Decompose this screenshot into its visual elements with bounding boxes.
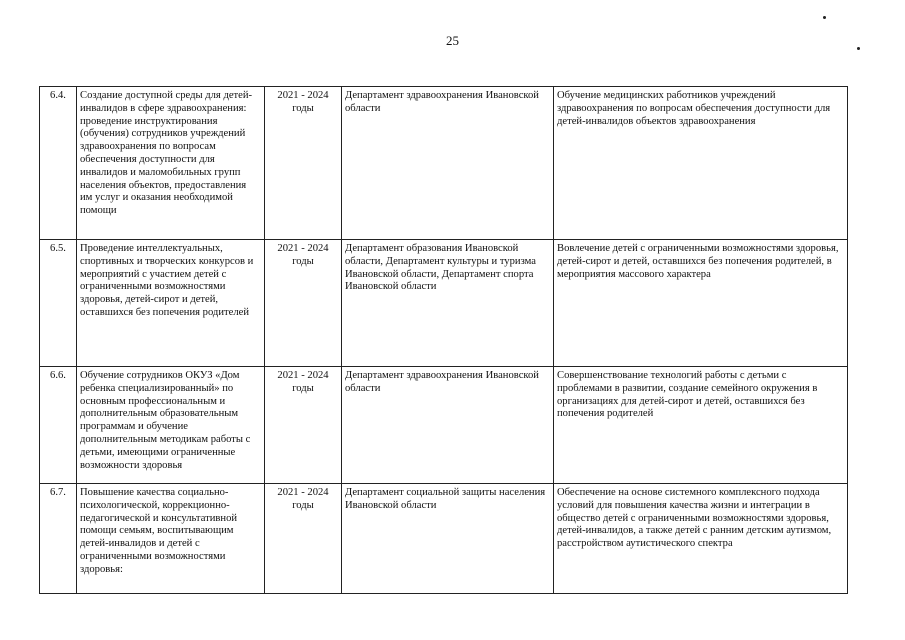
period-unit: годы xyxy=(292,102,314,114)
period-unit: годы xyxy=(292,499,314,511)
period-cell xyxy=(265,240,342,367)
table-row xyxy=(40,240,848,367)
executor-text: Департамент здравоохранения Ивановской области xyxy=(342,367,554,484)
period-unit: годы xyxy=(292,255,314,267)
period-years: 2021 - 2024 xyxy=(277,243,329,254)
page-number: 25 xyxy=(446,33,459,48)
row-number: 6.4. xyxy=(40,87,77,240)
period-cell xyxy=(265,87,342,240)
result-text: Обеспечение на основе системного комплексного подхода условий для повышения качества жизни и интеграции в общество детей с ограниченными возможностями здоровья, детей-инвалидов, а также детей с ранним детским аутизмом, расстройством аутистического спектра xyxy=(554,484,848,594)
scan-speck xyxy=(857,47,860,50)
table-row xyxy=(40,367,848,484)
period-unit: годы xyxy=(292,382,314,394)
result-text: Обучение медицинских работников учреждений здравоохранения по вопросам обеспечения доступности для детей-инвалидов объектов здравоохранения xyxy=(554,87,848,240)
result-text: Вовлечение детей с ограниченными возможностями здоровья, детей-сирот и детей, оставшихся без попечения родителей, в мероприятия массового характера xyxy=(554,240,848,367)
period-cell xyxy=(265,367,342,484)
row-number: 6.7. xyxy=(40,484,77,594)
table-row xyxy=(40,87,848,240)
measure-text: Создание доступной среды для детей-инвалидов в сфере здравоохранения: проведение инструктирования (обучения) сотрудников учреждений здравоохранения по вопросам обеспечения доступности для инвалидов и маломобильных групп населения объектов, предоставления им услуг и оказания необходимой помощи xyxy=(77,87,265,240)
result-text: Совершенствование технологий работы с детьми с проблемами в развитии, создание семейного окружения в организациях для детей-сирот и детей, оставшихся без попечения родителей xyxy=(554,367,848,484)
period-years: 2021 - 2024 xyxy=(277,90,329,101)
period-years: 2021 - 2024 xyxy=(277,370,329,381)
row-number: 6.6. xyxy=(40,367,77,484)
period-years: 2021 - 2024 xyxy=(277,487,329,498)
executor-text: Департамент образования Ивановской области, Департамент культуры и туризма Ивановской области, Департамент спорта Ивановской области xyxy=(342,240,554,367)
measure-text: Повышение качества социально-психологической, коррекционно-педагогической и консультативной помощи семьям, воспитывающим детей-инвалидов и детей с ограниченными возможностями здоровья: xyxy=(77,484,265,594)
table-row xyxy=(40,484,848,594)
measure-text: Обучение сотрудников ОКУЗ «Дом ребенка специализированный» по основным профессиональным и дополнительным образовательным программам и обучение дополнительным методикам работы с детьми, имеющими ограниченные возможности здоровья xyxy=(77,367,265,484)
scan-speck xyxy=(823,16,826,19)
executor-text: Департамент социальной защиты населения Ивановской области xyxy=(342,484,554,594)
measures-table xyxy=(39,86,848,594)
executor-text: Департамент здравоохранения Ивановской области xyxy=(342,87,554,240)
period-cell xyxy=(265,484,342,594)
row-number: 6.5. xyxy=(40,240,77,367)
measure-text: Проведение интеллектуальных, спортивных и творческих конкурсов и мероприятий с участием детей с ограниченными возможностями здоровья, детей-сирот и детей, оставшихся без попечения родителей xyxy=(77,240,265,367)
